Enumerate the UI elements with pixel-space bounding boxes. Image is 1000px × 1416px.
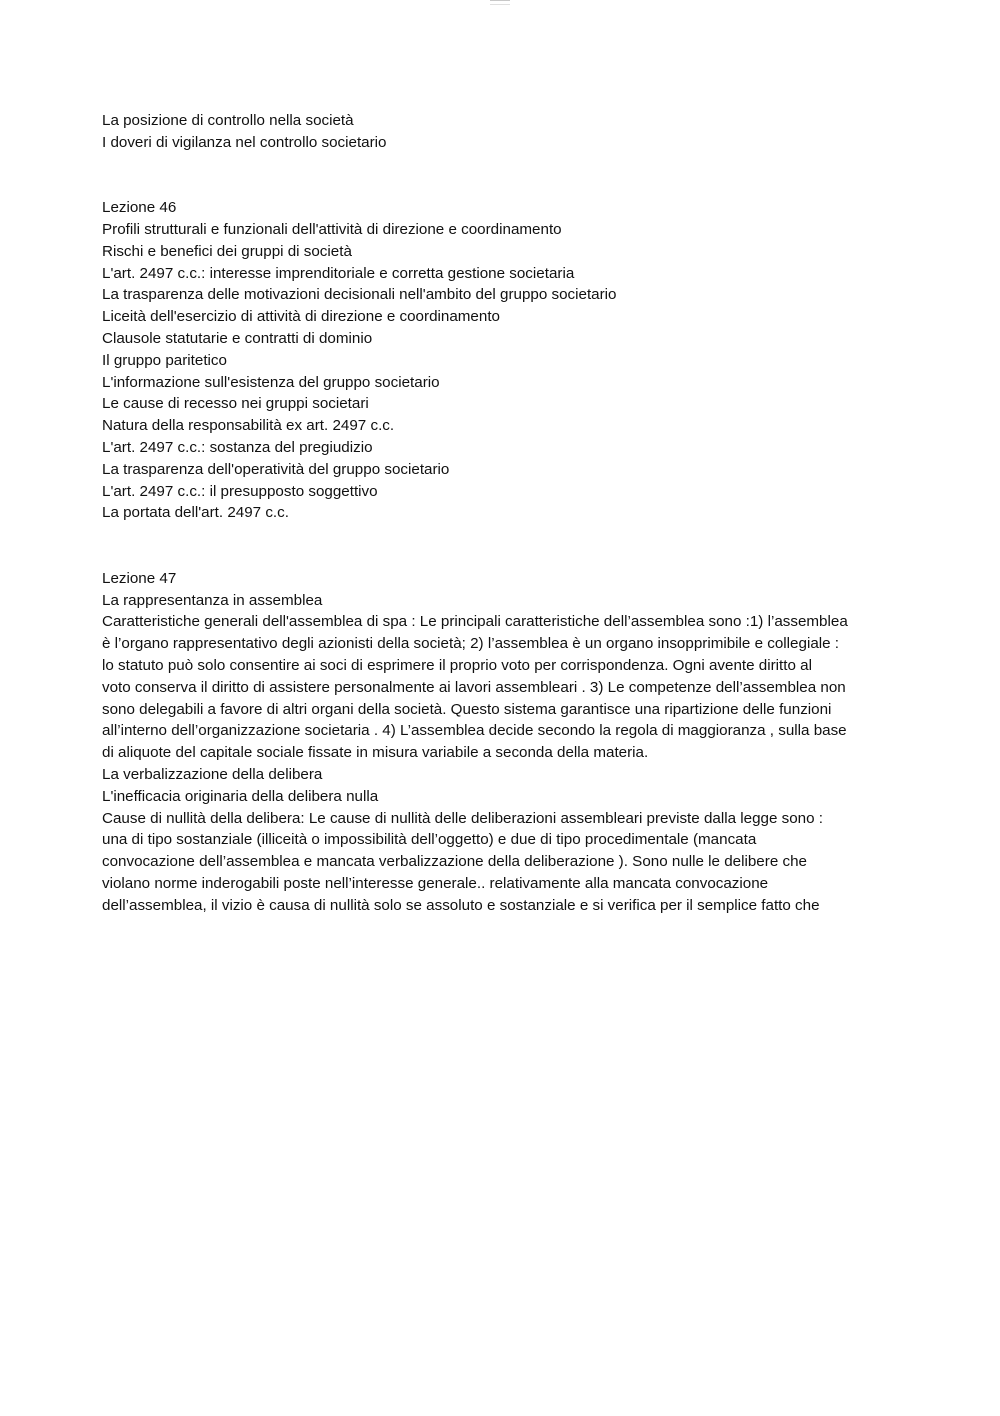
intro-block	[102, 110, 902, 154]
paragraph-line: di aliquote del capitale sociale fissate in misura variabile a seconda della materia.	[102, 744, 649, 762]
paragraph-line: sono delegabili a favore di altri organi della società. Questo sistema garantisce una ripartizione delle funzioni	[102, 700, 832, 718]
paragraph-line: dell’assemblea, il vizio è causa di nullità solo se assoluto e sostanziale e si verifica per il semplice fatto che	[102, 896, 820, 914]
topic-item: L'art. 2497 c.c.: interesse imprenditoriale e corretta gestione societaria	[102, 264, 575, 282]
topic-item: Rischi e benefici dei gruppi di società	[102, 242, 352, 260]
page-header-mark	[490, 0, 510, 5]
paragraph-line: violano norme inderogabili poste nell’interesse generale.. relativamente alla mancata convocazione	[102, 874, 769, 892]
nullity-causes-paragraph	[102, 808, 902, 917]
paragraph-line: lo statuto può solo consentire ai soci di esprimere il proprio voto per corrispondenza. Ogni avente diritto al	[102, 656, 812, 674]
topic-item: La trasparenza delle motivazioni decisionali nell'ambito del gruppo societario	[102, 286, 617, 304]
paragraph-line: voto conserva il diritto di assistere personalmente ai lavori assembleari . 3) Le competenze dell’assemblea non	[102, 678, 846, 696]
intro-line: I doveri di vigilanza nel controllo societario	[102, 133, 387, 151]
paragraph-line: all’interno dell’organizzazione societaria . 4) L’assemblea decide secondo la regola di maggioranza , sulla base	[102, 722, 847, 740]
topic-item: L'inefficacia originaria della delibera nulla	[102, 787, 379, 805]
topic-item: La verbalizzazione della delibera	[102, 765, 323, 783]
lesson-heading: Lezione 47	[102, 569, 177, 587]
paragraph-line: Caratteristiche generali dell'assemblea di spa : Le principali caratteristiche dell’assemblea sono :1) l’assemblea	[102, 613, 848, 631]
lesson-heading: Lezione 46	[102, 199, 177, 217]
paragraph-line: convocazione dell’assemblea e mancata verbalizzazione della deliberazione ). Sono nulle le delibere che	[102, 853, 807, 871]
topic-item: Natura della responsabilità ex art. 2497 c.c.	[102, 417, 395, 435]
topic-item: Profili strutturali e funzionali dell'attività di direzione e coordinamento	[102, 220, 562, 238]
topic-item: L'art. 2497 c.c.: il presupposto soggettivo	[102, 482, 378, 500]
topic-item: La rappresentanza in assemblea	[102, 591, 323, 609]
intro-line: La posizione di controllo nella società	[102, 112, 354, 129]
general-characteristics-paragraph	[102, 611, 902, 764]
topic-item: L'art. 2497 c.c.: sostanza del pregiudizio	[102, 438, 373, 456]
topic-item: Clausole statutarie e contratti di dominio	[102, 329, 373, 347]
document-content	[102, 110, 902, 916]
paragraph-line: una di tipo sostanziale (illiceità o impossibilità dell’oggetto) e due di tipo procedimentale (mancata	[102, 831, 757, 849]
spacer	[102, 524, 902, 568]
topic-item: La portata dell'art. 2497 c.c.	[102, 504, 289, 522]
lesson-46-block	[102, 197, 902, 524]
paragraph-line: è l’organo rappresentativo degli azionisti della società; 2) l’assemblea è un organo insopprimibile e collegiale :	[102, 635, 840, 653]
topic-item: Liceità dell'esercizio di attività di direzione e coordinamento	[102, 308, 500, 326]
spacer	[102, 154, 902, 198]
topic-item: La trasparenza dell'operatività del gruppo societario	[102, 460, 450, 478]
lesson-47-block	[102, 568, 902, 917]
topic-item: Le cause di recesso nei gruppi societari	[102, 395, 369, 413]
topic-item: Il gruppo paritetico	[102, 351, 227, 369]
paragraph-line: Cause di nullità della delibera: Le cause di nullità delle deliberazioni assembleari previste dalla legge sono :	[102, 809, 824, 827]
topic-item: L'informazione sull'esistenza del gruppo societario	[102, 373, 440, 391]
